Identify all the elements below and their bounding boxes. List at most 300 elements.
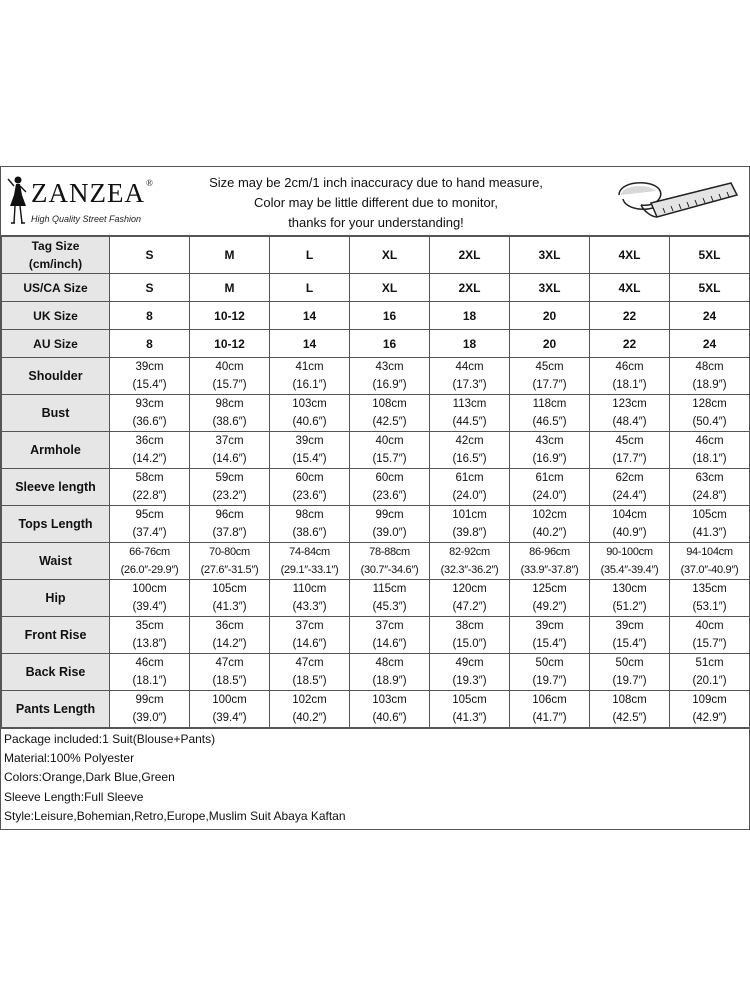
- cell-value-inch: (14.6″): [212, 453, 247, 465]
- cell-value: 48cm: [375, 657, 404, 669]
- row-label-text: Sleeve length: [15, 480, 96, 494]
- cell-value: 14: [302, 308, 317, 323]
- cell-value-inch: (18.5″): [212, 675, 247, 687]
- cell-value: 24: [702, 308, 717, 323]
- table-cell: [350, 506, 430, 543]
- colors-info: Colors:Orange,Dark Blue,Green: [4, 770, 175, 785]
- table-cell: [110, 691, 190, 728]
- table-cell: [190, 432, 270, 469]
- table-cell: [590, 237, 670, 274]
- table-cell: [590, 432, 670, 469]
- cell-value: 2XL: [458, 248, 481, 262]
- cell-value-inch: (41.3″): [452, 712, 487, 724]
- cell-value-inch: (23.2″): [212, 490, 247, 502]
- cell-value-inch: (18.9″): [692, 379, 727, 391]
- table-cell: [350, 395, 430, 432]
- cell-value-inch: (39.4″): [212, 712, 247, 724]
- table-cell: [190, 395, 270, 432]
- table-cell: [110, 395, 190, 432]
- cell-value: 104cm: [612, 509, 647, 521]
- cell-value: 108cm: [372, 398, 407, 410]
- cell-value: 40cm: [375, 435, 404, 447]
- table-row: [2, 330, 750, 358]
- cell-value: 60cm: [295, 472, 324, 484]
- cell-value-inch: (42.5″): [612, 712, 647, 724]
- cell-value: 61cm: [455, 472, 484, 484]
- cell-value: 61cm: [535, 472, 564, 484]
- table-cell: [510, 237, 590, 274]
- cell-value: 46cm: [615, 361, 644, 373]
- cell-value: 40cm: [695, 620, 724, 632]
- table-cell: [190, 506, 270, 543]
- table-cell: [110, 469, 190, 506]
- table-cell: [350, 543, 430, 580]
- cell-value: 46cm: [135, 657, 164, 669]
- table-row: [2, 506, 750, 543]
- cell-value-inch: (30.7″-34.6″): [360, 564, 419, 576]
- cell-value: 99cm: [375, 509, 404, 521]
- cell-value: 50cm: [535, 657, 564, 669]
- cell-value: 115cm: [372, 583, 407, 595]
- cell-value: 14: [302, 336, 317, 351]
- cell-value-inch: (17.3″): [452, 379, 487, 391]
- table-cell: [110, 237, 190, 274]
- cell-value-inch: (15.7″): [372, 453, 407, 465]
- cell-value-inch: (42.5″): [372, 416, 407, 428]
- cell-value-inch: (29.1″-33.1″): [280, 564, 339, 576]
- cell-value: 18: [462, 336, 477, 351]
- table-cell: [590, 543, 670, 580]
- row-label-text: AU Size: [33, 336, 78, 351]
- cell-value: 108cm: [612, 694, 647, 706]
- size-table: [1, 236, 750, 728]
- table-cell: [270, 506, 350, 543]
- table-cell: [430, 469, 510, 506]
- cell-value-inch: (26.0″-29.9″): [120, 564, 179, 576]
- table-row: [2, 395, 750, 432]
- cell-value-inch: (19.7″): [532, 675, 567, 687]
- table-cell: [590, 274, 670, 302]
- table-cell: [590, 330, 670, 358]
- table-cell: [430, 330, 510, 358]
- cell-value: 74-84cm: [289, 546, 330, 558]
- cell-value-inch: (49.2″): [532, 601, 567, 613]
- cell-value-inch: (18.1″): [612, 379, 647, 391]
- table-cell: [510, 432, 590, 469]
- cell-value-inch: (14.6″): [292, 638, 327, 650]
- row-label-text: US/CA Size: [23, 280, 88, 295]
- cell-value: 39cm: [135, 361, 164, 373]
- cell-value: 62cm: [615, 472, 644, 484]
- size-chart: [0, 166, 750, 830]
- cell-value: 66-76cm: [129, 546, 170, 558]
- chart-header: [1, 167, 749, 236]
- cell-value: 20: [542, 308, 557, 323]
- cell-value: 8: [146, 336, 153, 351]
- cell-value: 96cm: [215, 509, 244, 521]
- cell-value-inch: (15.4″): [612, 638, 647, 650]
- cell-value-inch: (15.7″): [692, 638, 727, 650]
- cell-value-inch: (38.6″): [212, 416, 247, 428]
- cell-value-inch: (27.6″-31.5″): [200, 564, 259, 576]
- cell-value-inch: (35.4″-39.4″): [600, 564, 659, 576]
- cell-value-inch: (37.4″): [132, 527, 167, 539]
- cell-value-inch: (50.4″): [692, 416, 727, 428]
- cell-value: 43cm: [535, 435, 564, 447]
- table-cell: [270, 302, 350, 330]
- table-cell: [110, 302, 190, 330]
- table-cell: [350, 654, 430, 691]
- notice-line: Color may be little different due to monitor,: [254, 195, 498, 210]
- table-cell: [670, 469, 750, 506]
- cell-value: 39cm: [615, 620, 644, 632]
- row-label: [2, 654, 110, 691]
- cell-value-inch: (32.3″-36.2″): [440, 564, 499, 576]
- cell-value: 82-92cm: [449, 546, 490, 558]
- cell-value-inch: (24.4″): [612, 490, 647, 502]
- cell-value-inch: (40.2″): [532, 527, 567, 539]
- cell-value: 39cm: [535, 620, 564, 632]
- cell-value: 49cm: [455, 657, 484, 669]
- row-label: [2, 358, 110, 395]
- cell-value-inch: (14.2″): [212, 638, 247, 650]
- table-cell: [190, 580, 270, 617]
- cell-value: 10-12: [214, 336, 245, 351]
- cell-value: M: [224, 248, 235, 262]
- table-cell: [430, 691, 510, 728]
- cell-value-inch: (14.2″): [132, 453, 167, 465]
- cell-value: 59cm: [215, 472, 244, 484]
- table-cell: [350, 274, 430, 302]
- cell-value-inch: (13.8″): [132, 638, 167, 650]
- cell-value: 5XL: [698, 248, 721, 262]
- notice-line: Size may be 2cm/1 inch inaccuracy due to hand measure,: [209, 175, 543, 190]
- cell-value: 3XL: [538, 280, 561, 295]
- cell-value: 24: [702, 336, 717, 351]
- measuring-tape-icon: [611, 173, 741, 229]
- cell-value-inch: (17.7″): [612, 453, 647, 465]
- cell-value: 35cm: [135, 620, 164, 632]
- cell-value: 118cm: [532, 398, 567, 410]
- row-label-text: Armhole: [30, 443, 81, 457]
- table-cell: [270, 274, 350, 302]
- table-row: [2, 617, 750, 654]
- table-cell: [590, 691, 670, 728]
- table-cell: [270, 330, 350, 358]
- table-cell: [190, 274, 270, 302]
- table-row: [2, 358, 750, 395]
- cell-value: 4XL: [618, 280, 641, 295]
- cell-value-inch: (17.7″): [532, 379, 567, 391]
- table-cell: [190, 654, 270, 691]
- material-info: Material:100% Polyester: [4, 751, 135, 766]
- cell-value: 128cm: [692, 398, 727, 410]
- cell-value-inch: (20.1″): [692, 675, 727, 687]
- cell-value-inch: (15.4″): [532, 638, 567, 650]
- cell-value: 10-12: [214, 308, 245, 323]
- table-cell: [670, 506, 750, 543]
- table-cell: [270, 543, 350, 580]
- cell-value-inch: (47.2″): [452, 601, 487, 613]
- cell-value-inch: (40.6″): [292, 416, 327, 428]
- cell-value: 37cm: [375, 620, 404, 632]
- table-cell: [510, 580, 590, 617]
- table-row: [2, 274, 750, 302]
- cell-value-inch: (44.5″): [452, 416, 487, 428]
- table-cell: [270, 432, 350, 469]
- cell-value: 45cm: [615, 435, 644, 447]
- cell-value: S: [145, 248, 154, 262]
- cell-value: 135cm: [692, 583, 727, 595]
- cell-value-inch: (40.9″): [612, 527, 647, 539]
- row-label: [2, 617, 110, 654]
- table-row: [2, 237, 750, 274]
- table-cell: [590, 506, 670, 543]
- cell-value-inch: (24.0″): [452, 490, 487, 502]
- cell-value: 8: [146, 308, 153, 323]
- cell-value: 39cm: [295, 435, 324, 447]
- brand-name: ZANZEA®: [31, 178, 154, 208]
- row-label: [2, 543, 110, 580]
- table-cell: [590, 302, 670, 330]
- table-row: [2, 432, 750, 469]
- cell-value: 102cm: [532, 509, 567, 521]
- row-label: [2, 395, 110, 432]
- table-cell: [670, 330, 750, 358]
- cell-value-inch: (16.1″): [292, 379, 327, 391]
- cell-value: 50cm: [615, 657, 644, 669]
- table-cell: [190, 691, 270, 728]
- cell-value-inch: (43.3″): [292, 601, 327, 613]
- table-cell: [430, 617, 510, 654]
- row-label: [2, 274, 110, 302]
- cell-value: 105cm: [212, 583, 247, 595]
- table-cell: [190, 469, 270, 506]
- cell-value: L: [305, 248, 314, 262]
- cell-value-inch: (38.6″): [292, 527, 327, 539]
- table-cell: [590, 358, 670, 395]
- table-cell: [190, 358, 270, 395]
- table-cell: [430, 506, 510, 543]
- row-label-text: Bust: [41, 406, 70, 420]
- cell-value: 95cm: [135, 509, 164, 521]
- table-cell: [670, 395, 750, 432]
- cell-value: 5XL: [698, 280, 721, 295]
- table-cell: [590, 395, 670, 432]
- cell-value-inch: (23.6″): [292, 490, 327, 502]
- table-cell: [110, 506, 190, 543]
- cell-value-inch: (46.5″): [532, 416, 567, 428]
- table-cell: [670, 580, 750, 617]
- row-label: [2, 237, 110, 274]
- cell-value: 43cm: [375, 361, 404, 373]
- cell-value: 78-88cm: [369, 546, 410, 558]
- table-cell: [270, 358, 350, 395]
- table-cell: [350, 691, 430, 728]
- cell-value-inch: (39.8″): [452, 527, 487, 539]
- cell-value-inch: (42.9″): [692, 712, 727, 724]
- cell-value-inch: (45.3″): [372, 601, 407, 613]
- table-cell: [110, 543, 190, 580]
- table-cell: [350, 469, 430, 506]
- cell-value: 125cm: [532, 583, 567, 595]
- cell-value: XL: [381, 280, 398, 295]
- row-label-text: Pants Length: [15, 702, 96, 716]
- table-cell: [430, 543, 510, 580]
- cell-value-inch: (15.0″): [452, 638, 487, 650]
- cell-value: 22: [622, 336, 637, 351]
- cell-value: 123cm: [612, 398, 647, 410]
- cell-value: 40cm: [215, 361, 244, 373]
- brand-logo: [5, 173, 155, 229]
- cell-value-inch: (15.4″): [292, 453, 327, 465]
- cell-value-inch: (33.9″-37.8″): [520, 564, 579, 576]
- table-cell: [110, 358, 190, 395]
- cell-value: 22: [622, 308, 637, 323]
- measurement-notice: [191, 173, 561, 233]
- cell-value: 101cm: [452, 509, 487, 521]
- table-cell: [350, 432, 430, 469]
- package-info: Package included:1 Suit(Blouse+Pants): [4, 732, 216, 746]
- cell-value: 109cm: [692, 694, 727, 706]
- cell-value-inch: (16.5″): [452, 453, 487, 465]
- cell-value: 46cm: [695, 435, 724, 447]
- cell-value-inch: (39.4″): [132, 601, 167, 613]
- cell-value: 38cm: [455, 620, 484, 632]
- table-cell: [510, 691, 590, 728]
- row-label: [2, 580, 110, 617]
- table-cell: [670, 654, 750, 691]
- cell-value: 60cm: [375, 472, 404, 484]
- cell-value-inch: (16.9″): [532, 453, 567, 465]
- table-cell: [510, 506, 590, 543]
- cell-value-inch: (39.0″): [372, 527, 407, 539]
- cell-value-inch: (53.1″): [692, 601, 727, 613]
- cell-value-inch: (36.6″): [132, 416, 167, 428]
- cell-value-inch: (24.0″): [532, 490, 567, 502]
- cell-value: 106cm: [532, 694, 567, 706]
- table-cell: [510, 302, 590, 330]
- cell-value: 102cm: [292, 694, 327, 706]
- table-cell: [190, 302, 270, 330]
- row-label-text: Hip: [45, 591, 66, 605]
- table-cell: [670, 543, 750, 580]
- table-cell: [510, 395, 590, 432]
- cell-value-inch: (15.7″): [212, 379, 247, 391]
- table-cell: [670, 237, 750, 274]
- row-label-text: Tag Size: [31, 239, 80, 253]
- table-cell: [510, 469, 590, 506]
- table-cell: [270, 691, 350, 728]
- table-cell: [590, 469, 670, 506]
- cell-value: 47cm: [215, 657, 244, 669]
- table-cell: [430, 432, 510, 469]
- cell-value: 94-104cm: [686, 546, 733, 558]
- table-cell: [270, 395, 350, 432]
- cell-value: 37cm: [215, 435, 244, 447]
- cell-value: 98cm: [215, 398, 244, 410]
- cell-value-inch: (37.0″-40.9″): [680, 564, 739, 576]
- cell-value: 41cm: [295, 361, 324, 373]
- cell-value-inch: (22.8″): [132, 490, 167, 502]
- table-cell: [670, 691, 750, 728]
- table-cell: [270, 237, 350, 274]
- row-label: [2, 691, 110, 728]
- size-table-body: [2, 237, 750, 728]
- cell-value-inch: (51.2″): [612, 601, 647, 613]
- cell-value-inch: (18.5″): [292, 675, 327, 687]
- row-label: [2, 506, 110, 543]
- notice-line: thanks for your understanding!: [288, 215, 464, 230]
- table-cell: [190, 617, 270, 654]
- cell-value: 44cm: [455, 361, 484, 373]
- cell-value: 36cm: [215, 620, 244, 632]
- table-cell: [590, 617, 670, 654]
- table-cell: [110, 617, 190, 654]
- table-cell: [510, 358, 590, 395]
- cell-value-inch: (15.4″): [132, 379, 167, 391]
- table-cell: [110, 274, 190, 302]
- row-label-text: Waist: [39, 554, 72, 568]
- cell-value: S: [145, 280, 154, 295]
- cell-value-inch: (40.6″): [372, 712, 407, 724]
- table-row: [2, 580, 750, 617]
- cell-value: 103cm: [292, 398, 327, 410]
- cell-value-inch: (24.8″): [692, 490, 727, 502]
- row-label-text: Front Rise: [24, 628, 87, 642]
- cell-value: 110cm: [292, 583, 327, 595]
- cell-value: 100cm: [132, 583, 167, 595]
- table-cell: [430, 358, 510, 395]
- cell-value: 86-96cm: [529, 546, 570, 558]
- table-cell: [430, 274, 510, 302]
- table-cell: [190, 330, 270, 358]
- table-cell: [270, 580, 350, 617]
- table-cell: [510, 274, 590, 302]
- table-cell: [350, 580, 430, 617]
- table-cell: [430, 654, 510, 691]
- table-cell: [270, 654, 350, 691]
- table-row: [2, 654, 750, 691]
- table-cell: [670, 617, 750, 654]
- cell-value: 16: [382, 308, 397, 323]
- row-label-text: Tops Length: [18, 517, 93, 531]
- table-cell: [510, 330, 590, 358]
- cell-value-inch: (16.9″): [372, 379, 407, 391]
- cell-value-inch: (48.4″): [612, 416, 647, 428]
- table-cell: [350, 237, 430, 274]
- cell-value: 100cm: [212, 694, 247, 706]
- fashion-figure-icon: [5, 175, 29, 227]
- cell-value-inch: (37.8″): [212, 527, 247, 539]
- table-cell: [110, 654, 190, 691]
- row-label-text: (cm/inch): [28, 257, 83, 271]
- cell-value-inch: (23.6″): [372, 490, 407, 502]
- table-cell: [430, 395, 510, 432]
- cell-value: 58cm: [135, 472, 164, 484]
- cell-value: M: [224, 280, 235, 295]
- cell-value-inch: (41.7″): [532, 712, 567, 724]
- style-info: Style:Leisure,Bohemian,Retro,Europe,Muslim Suit Abaya Kaftan: [4, 808, 346, 823]
- table-cell: [510, 617, 590, 654]
- table-cell: [510, 654, 590, 691]
- cell-value-inch: (18.1″): [132, 675, 167, 687]
- cell-value: 70-80cm: [209, 546, 250, 558]
- cell-value: 105cm: [452, 694, 487, 706]
- cell-value: L: [305, 280, 314, 295]
- table-cell: [270, 617, 350, 654]
- cell-value: 99cm: [135, 694, 164, 706]
